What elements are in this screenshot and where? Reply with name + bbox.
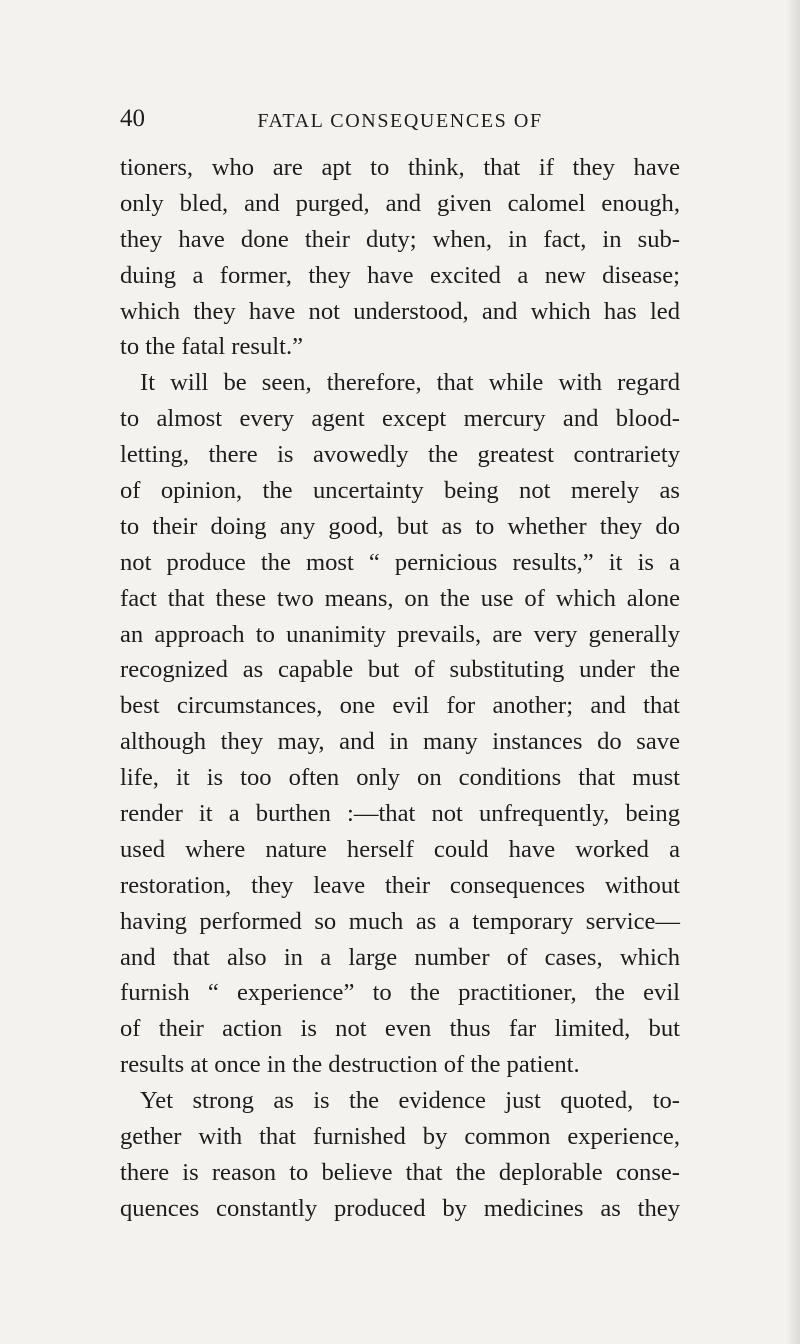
text-line: recognized as capable but of substituting under the xyxy=(120,656,680,684)
page-edge-shadow xyxy=(786,0,800,1344)
body-text xyxy=(120,150,680,1227)
text-line: gether with that furnished by common experience, xyxy=(120,1123,680,1151)
text-line: It will be seen, therefore, that while with regard xyxy=(140,369,680,397)
text-line: they have done their duty; when, in fact, in sub- xyxy=(120,225,680,253)
page-header xyxy=(120,104,680,138)
text-line: although they may, and in many instances do save xyxy=(120,728,680,756)
text-line: which they have not understood, and which has led xyxy=(120,297,680,325)
text-line: to the fatal result.” xyxy=(120,333,304,361)
text-line: quences constantly produced by medicines as they xyxy=(120,1194,680,1222)
text-line: letting, there is avowedly the greatest contrariety xyxy=(120,441,680,469)
text-line: furnish “ experience” to the practitioner, the evil xyxy=(120,979,680,1007)
text-line: having performed so much as a temporary service— xyxy=(120,907,680,935)
text-line: to almost every agent except mercury and blood- xyxy=(120,405,680,433)
text-line: only bled, and purged, and given calomel enough, xyxy=(120,189,680,217)
text-line: duing a former, they have excited a new disease; xyxy=(120,261,680,289)
text-line: an approach to unanimity prevails, are very generally xyxy=(120,620,680,648)
text-line: not produce the most “ pernicious results,” it is a xyxy=(120,548,680,576)
running-head: FATAL CONSEQUENCES OF xyxy=(257,110,543,132)
text-line: of their action is not even thus far limited, but xyxy=(120,1015,680,1043)
text-line: to their doing any good, but as to whether they do xyxy=(120,512,680,540)
text-line: used where nature herself could have worked a xyxy=(120,835,680,863)
text-line: of opinion, the uncertainty being not merely as xyxy=(120,477,680,505)
text-line: there is reason to believe that the deplorable conse- xyxy=(120,1158,680,1186)
text-line: life, it is too often only on conditions that must xyxy=(120,764,680,792)
text-line: render it a burthen :—that not unfrequently, being xyxy=(120,800,680,828)
text-line: restoration, they leave their consequences without xyxy=(120,871,680,899)
text-line: fact that these two means, on the use of which alone xyxy=(120,584,680,612)
text-line: and that also in a large number of cases, which xyxy=(120,943,680,971)
page-number: 40 xyxy=(120,105,145,132)
text-line: results at once in the destruction of the patient. xyxy=(120,1051,580,1079)
text-line: Yet strong as is the evidence just quoted, to- xyxy=(140,1087,680,1115)
text-line: best circumstances, one evil for another; and that xyxy=(120,692,680,720)
text-line: tioners, who are apt to think, that if they have xyxy=(120,154,680,181)
